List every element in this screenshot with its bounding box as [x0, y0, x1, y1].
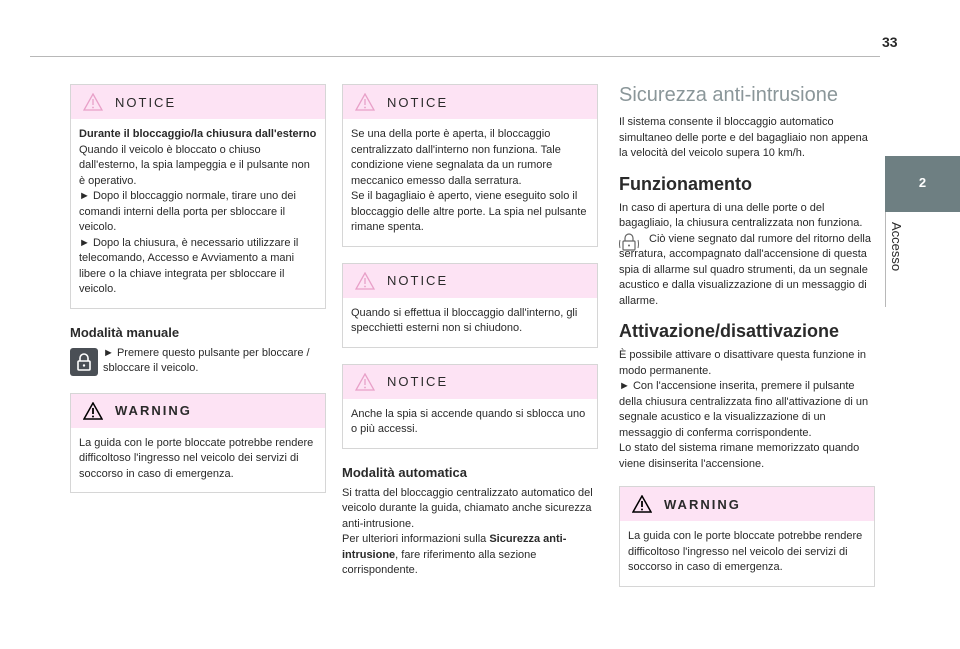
- lock-button-icon: [70, 348, 98, 376]
- manual-mode-text: ► Premere questo pulsante per bloccare / sbloccare il veicolo.: [103, 346, 310, 374]
- warning-title: WARNING: [664, 496, 741, 512]
- column-middle: [342, 84, 598, 579]
- notice-box: [342, 263, 598, 348]
- header-divider: [30, 56, 880, 57]
- column-right: [619, 84, 875, 603]
- warning-title: WARNING: [115, 403, 192, 418]
- notice-box: [342, 84, 598, 247]
- notice-title: NOTICE: [387, 374, 449, 389]
- notice-text: ► Dopo la chiusura, è necessario utilizzare il telecomando, Accesso e Avviamento a mani libere o la chiave integrata per sbloccare il veicolo.: [79, 236, 299, 295]
- alarm-text: Ciò viene segnato dal rumore del ritorno della serratura, accompagnato dall'accensione di questa spia di allarme sul quadro strumenti, da un segnale acustico e dalla visualizzazione di un messaggio di allarme.: [619, 232, 871, 307]
- notice-text: Se una della porte è aperta, il bloccaggio centralizzato dall'interno non funziona. Tale condizione viene segnalata da un rumore meccanico emesso dalla serratura.: [351, 128, 561, 187]
- functioning-text: In caso di apertura di una delle porte o del bagagliaio, la chiusura centralizzata non funziona.: [619, 201, 863, 229]
- notice-header: [71, 85, 325, 119]
- auto-mode-heading: Modalità automatica: [342, 464, 467, 480]
- notice-triangle-icon: [83, 93, 103, 111]
- warning-text: La guida con le porte bloccate potrebbe rendere difficoltoso l'ingresso nel veicolo dei servizi di soccorso in caso di emergenza.: [628, 530, 863, 573]
- notice-title: NOTICE: [387, 94, 449, 110]
- notice-text: ► Dopo il bloccaggio normale, tirare uno dei comandi interni della porta per sbloccare il veicolo.: [79, 190, 296, 233]
- notice-text: Anche la spia si accende quando si sblocca uno o più accessi.: [351, 407, 586, 435]
- notice-triangle-icon: [355, 272, 375, 290]
- manual-mode-row: [70, 346, 326, 377]
- manual-mode-heading: Modalità manuale: [70, 324, 180, 340]
- activation-text: È possibile attivare o disattivare questa funzione in modo permanente.: [619, 349, 867, 377]
- warning-text: La guida con le porte bloccate potrebbe rendere difficoltoso l'ingresso nel veicolo dei servizi di soccorso in caso di emergenza.: [79, 436, 314, 480]
- auto-mode-text: Si tratta del bloccaggio centralizzato automatico del veicolo durante la guida, chiamato anche sicurezza anti-intrusione.: [342, 486, 593, 530]
- column-left: [70, 84, 326, 509]
- notice-title: NOTICE: [115, 94, 177, 110]
- intro-text: Il sistema consente il bloccaggio automatico simultaneo delle porte e del bagagliaio non appena la velocità del veicolo supera 10 km/h.: [619, 116, 868, 159]
- section-tab-number: 2: [918, 175, 927, 190]
- auto-mode-reference: Per ulteriori informazioni sulla Sicurezza anti-intrusione, fare riferimento alla sezione corrispondente.: [342, 533, 567, 576]
- notice-text: Quando si effettua il bloccaggio dall'interno, gli specchietti esterni non si chiudono.: [351, 306, 578, 334]
- alarm-row: [619, 232, 875, 310]
- alarm-lock-icon: [619, 232, 639, 254]
- functioning-heading: Funzionamento: [619, 173, 752, 194]
- activation-text: ► Con l'accensione inserita, premere il pulsante della chiusura centralizzata fino all'attivazione di un segnale acustico e la visualizzazione di un messaggio di conferma corrispondente.: [619, 380, 869, 439]
- section-title: Sicurezza anti-intrusione: [619, 84, 838, 106]
- activation-heading: Attivazione/disattivazione: [619, 321, 840, 341]
- page-number: 33: [882, 34, 898, 50]
- notice-box: [70, 84, 326, 309]
- warning-header: [71, 394, 325, 428]
- notice-text: Quando il veicolo è bloccato o chiuso dall'esterno, la spia lampeggia e il pulsante non è operativo.: [79, 143, 310, 187]
- notice-box: [342, 364, 598, 449]
- warning-header: [620, 487, 874, 521]
- notice-header: [343, 264, 597, 298]
- section-label: Accesso: [889, 222, 904, 272]
- notice-header: [343, 85, 597, 119]
- notice-text: Se il bagagliaio è aperto, viene eseguito solo il bloccaggio delle altre porte. La spia nel pulsante rimane spenta.: [351, 190, 587, 233]
- warning-triangle-icon: [632, 495, 652, 513]
- notice-title: NOTICE: [387, 273, 449, 288]
- notice-heading: Durante il bloccaggio/la chiusura dall'esterno: [79, 128, 317, 140]
- warning-box: [70, 393, 326, 494]
- notice-header: [343, 365, 597, 399]
- notice-triangle-icon: [355, 373, 375, 391]
- warning-box: [619, 486, 875, 587]
- section-divider: [885, 212, 886, 307]
- notice-triangle-icon: [355, 93, 375, 111]
- warning-triangle-icon: [83, 402, 103, 420]
- activation-text: Lo stato del sistema rimane memorizzato quando viene disinserita l'accensione.: [619, 442, 860, 470]
- cross-reference-link: Sicurezza anti-intrusione: [342, 533, 567, 561]
